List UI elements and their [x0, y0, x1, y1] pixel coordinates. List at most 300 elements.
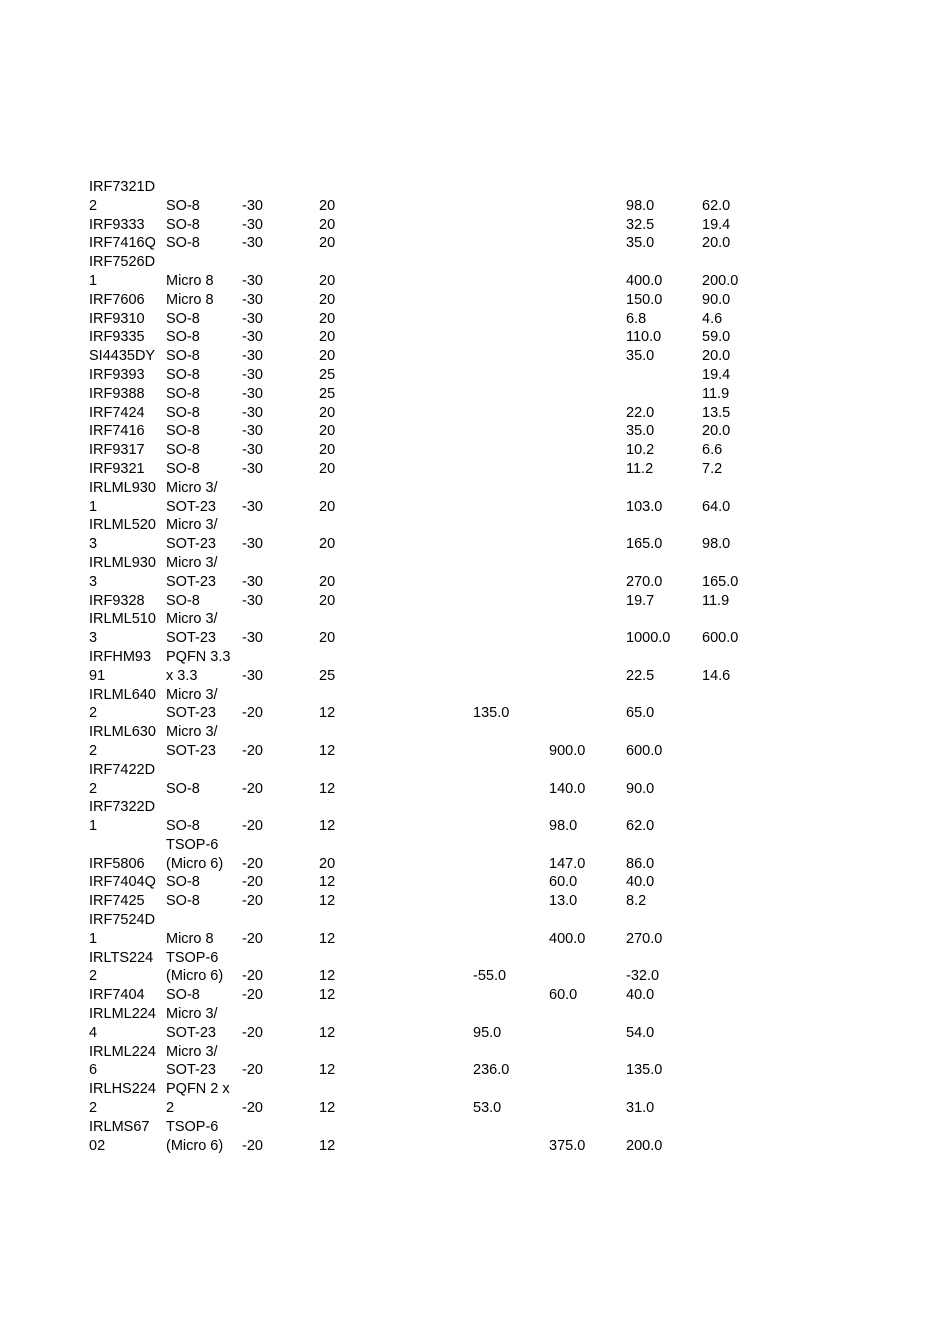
vgs-cell: 20 [319, 536, 336, 553]
table-row [89, 892, 849, 911]
table-row-line [89, 1118, 849, 1137]
table-row [89, 911, 849, 949]
package-cell: SO-8 [166, 874, 200, 891]
value-cell-5: 135.0 [473, 705, 510, 722]
package-cell: TSOP-6 [166, 836, 219, 853]
part-number-cell: IRF7404Q [89, 874, 156, 891]
value-cell-7: 31.0 [626, 1100, 655, 1117]
table-row [89, 592, 849, 611]
part-number-cell: 1 [89, 930, 98, 947]
table-row-line [89, 1061, 849, 1080]
value-cell-7: 40.0 [626, 874, 655, 891]
table-row-line [89, 780, 849, 799]
vgs-cell: 20 [319, 348, 336, 365]
vds-cell: -30 [242, 630, 263, 647]
value-cell-6: 147.0 [549, 855, 586, 872]
vgs-cell: 20 [319, 630, 336, 647]
value-cell-7: 19.7 [626, 592, 655, 609]
table-row [89, 253, 849, 291]
part-number-cell: 2 [89, 780, 98, 797]
part-number-cell: IRF7416Q [89, 235, 156, 252]
package-cell: SO-8 [166, 329, 200, 346]
part-number-cell: IRLML224 [89, 1006, 156, 1023]
package-cell: SO-8 [166, 235, 200, 252]
part-number-cell: 1 [89, 818, 98, 835]
vgs-cell: 20 [319, 498, 336, 515]
table-row [89, 216, 849, 235]
value-cell-5: 95.0 [473, 1024, 502, 1041]
package-cell: Micro 3/ [166, 1006, 218, 1023]
table-row-line [89, 949, 849, 968]
vgs-cell: 12 [319, 1024, 336, 1041]
vds-cell: -20 [242, 930, 263, 947]
value-cell-7: 22.0 [626, 404, 655, 421]
vgs-cell: 12 [319, 1137, 336, 1154]
package-cell: (Micro 6) [166, 1137, 224, 1154]
value-cell-6: 60.0 [549, 987, 578, 1004]
part-number-cell: 2 [89, 705, 98, 722]
package-cell: SO-8 [166, 460, 200, 477]
vds-cell: -20 [242, 987, 263, 1004]
vgs-cell: 12 [319, 1100, 336, 1117]
table-row-line [89, 1080, 849, 1099]
value-cell-7: 11.2 [626, 460, 654, 477]
value-cell-7: 32.5 [626, 216, 655, 233]
table-row [89, 648, 849, 686]
vds-cell: -20 [242, 818, 263, 835]
value-cell-7: 86.0 [626, 855, 655, 872]
package-cell: SO-8 [166, 780, 200, 797]
value-cell-8: 20.0 [702, 348, 731, 365]
table-row-line [89, 930, 849, 949]
vds-cell: -30 [242, 216, 263, 233]
value-cell-6: 400.0 [549, 930, 586, 947]
table-row-line [89, 498, 849, 517]
table-row-line [89, 892, 849, 911]
vgs-cell: 20 [319, 423, 336, 440]
table-row [89, 1005, 849, 1043]
value-cell-8: 200.0 [702, 272, 739, 289]
value-cell-8: 6.6 [702, 442, 723, 459]
part-number-cell: 4 [89, 1024, 98, 1041]
part-number-cell: 2 [89, 742, 98, 759]
table-row-line [89, 516, 849, 535]
value-cell-6: 140.0 [549, 780, 586, 797]
vds-cell: -20 [242, 705, 263, 722]
table-row [89, 422, 849, 441]
table-row [89, 949, 849, 987]
vds-cell: -30 [242, 291, 263, 308]
vgs-cell: 20 [319, 197, 336, 214]
vgs-cell: 20 [319, 442, 336, 459]
package-cell: TSOP-6 [166, 1118, 219, 1135]
vds-cell: -20 [242, 893, 263, 910]
part-number-cell: SI4435DY [89, 348, 156, 365]
value-cell-7: 110.0 [626, 329, 662, 346]
part-number-cell: IRF9333 [89, 216, 145, 233]
value-cell-7: 165.0 [626, 536, 663, 553]
package-cell: Micro 3/ [166, 554, 218, 571]
value-cell-7: 200.0 [626, 1137, 663, 1154]
value-cell-6: 900.0 [549, 742, 586, 759]
table-row [89, 1043, 849, 1081]
package-cell: PQFN 3.3 [166, 648, 231, 665]
package-cell: SO-8 [166, 442, 200, 459]
table-row [89, 178, 849, 216]
table-row-line [89, 178, 849, 197]
value-cell-6: 60.0 [549, 874, 578, 891]
part-number-cell: IRF9317 [89, 442, 145, 459]
part-number-cell: 2 [89, 197, 98, 214]
table-row-line [89, 216, 849, 235]
value-cell-6: 13.0 [549, 893, 578, 910]
table-row-line [89, 1024, 849, 1043]
vds-cell: -20 [242, 874, 263, 891]
vgs-cell: 20 [319, 272, 336, 289]
vgs-cell: 12 [319, 874, 336, 891]
vds-cell: -20 [242, 855, 263, 872]
part-number-cell: IRF7526D [89, 254, 156, 271]
table-row-line [89, 441, 849, 460]
table-row [89, 1080, 849, 1118]
package-cell: SO-8 [166, 987, 200, 1004]
package-cell: Micro 3/ [166, 1043, 218, 1060]
package-cell: SO-8 [166, 385, 200, 402]
part-number-cell: IRLML930 [89, 479, 156, 496]
part-number-cell: 2 [89, 968, 98, 985]
table-row [89, 798, 849, 836]
value-cell-8: 19.4 [702, 366, 731, 383]
package-cell: 2 [166, 1100, 175, 1117]
value-cell-7: 8.2 [626, 893, 647, 910]
vgs-cell: 12 [319, 968, 336, 985]
package-cell: PQFN 2 x [166, 1081, 230, 1098]
value-cell-7: 600.0 [626, 742, 663, 759]
value-cell-8: 59.0 [702, 329, 731, 346]
vds-cell: -30 [242, 667, 263, 684]
vds-cell: -30 [242, 348, 263, 365]
package-cell: SOT-23 [166, 1024, 216, 1041]
vds-cell: -20 [242, 742, 263, 759]
vds-cell: -30 [242, 329, 263, 346]
part-number-cell: 02 [89, 1137, 106, 1154]
table-row [89, 873, 849, 892]
table-row [89, 310, 849, 329]
table-row-line [89, 704, 849, 723]
vds-cell: -30 [242, 235, 263, 252]
table-row-line [89, 1137, 849, 1156]
part-number-cell: 1 [89, 272, 98, 289]
part-number-cell: 91 [89, 667, 106, 684]
table-row [89, 686, 849, 724]
table-row-line [89, 761, 849, 780]
part-number-cell: IRF7321D [89, 179, 156, 195]
vgs-cell: 20 [319, 404, 336, 421]
part-number-cell: IRF7424 [89, 404, 145, 421]
vgs-cell: 20 [319, 235, 336, 252]
table-row-line [89, 986, 849, 1005]
vds-cell: -30 [242, 536, 263, 553]
vgs-cell: 12 [319, 987, 336, 1004]
value-cell-8: 4.6 [702, 310, 723, 327]
vgs-cell: 25 [319, 667, 336, 684]
vds-cell: -20 [242, 780, 263, 797]
table-row-line [89, 234, 849, 253]
package-cell: Micro 8 [166, 930, 214, 947]
value-cell-6: 98.0 [549, 818, 578, 835]
table-row [89, 1118, 849, 1156]
value-cell-8: 98.0 [702, 536, 731, 553]
vgs-cell: 25 [319, 385, 336, 402]
vgs-cell: 12 [319, 930, 336, 947]
value-cell-7: 400.0 [626, 272, 663, 289]
value-cell-7: 22.5 [626, 667, 655, 684]
vds-cell: -20 [242, 968, 263, 985]
value-cell-7: 135.0 [626, 1062, 663, 1079]
table-row-line [89, 253, 849, 272]
table-row-line [89, 873, 849, 892]
vgs-cell: 20 [319, 216, 336, 233]
vgs-cell: 20 [319, 291, 336, 308]
vgs-cell: 12 [319, 1062, 336, 1079]
package-cell: TSOP-6 [166, 949, 219, 966]
table-row [89, 347, 849, 366]
vds-cell: -30 [242, 442, 263, 459]
value-cell-8: 600.0 [702, 630, 739, 647]
part-number-cell: IRF7404 [89, 987, 145, 1004]
table-row-line [89, 629, 849, 648]
part-number-cell: IRF7606 [89, 291, 145, 308]
value-cell-7: 90.0 [626, 780, 655, 797]
part-number-cell: IRLML520 [89, 517, 156, 534]
package-cell: SOT-23 [166, 498, 216, 515]
table-row [89, 761, 849, 799]
part-number-cell: IRLMS67 [89, 1118, 150, 1135]
table-row-line [89, 197, 849, 216]
table-row-line [89, 836, 849, 855]
table-row-line [89, 817, 849, 836]
vgs-cell: 12 [319, 705, 336, 722]
value-cell-7: 103.0 [626, 498, 663, 515]
vds-cell: -30 [242, 592, 263, 609]
value-cell-8: 62.0 [702, 197, 731, 214]
vgs-cell: 20 [319, 592, 336, 609]
value-cell-7: 270.0 [626, 930, 663, 947]
table-row [89, 234, 849, 253]
table-row [89, 479, 849, 517]
vgs-cell: 20 [319, 855, 336, 872]
value-cell-8: 19.4 [702, 216, 731, 233]
table-row-line [89, 310, 849, 329]
table-row-line [89, 855, 849, 874]
value-cell-8: 7.2 [702, 460, 723, 477]
value-cell-7: 35.0 [626, 235, 655, 252]
table-row-line [89, 385, 849, 404]
package-cell: SOT-23 [166, 742, 216, 759]
value-cell-8: 11.9 [702, 592, 730, 609]
table-row [89, 441, 849, 460]
value-cell-8: 20.0 [702, 423, 731, 440]
vds-cell: -30 [242, 272, 263, 289]
vgs-cell: 20 [319, 329, 336, 346]
vds-cell: -30 [242, 460, 263, 477]
vds-cell: -20 [242, 1062, 263, 1079]
table-row [89, 460, 849, 479]
value-cell-7: 35.0 [626, 423, 655, 440]
table-row-line [89, 686, 849, 705]
vgs-cell: 12 [319, 742, 336, 759]
part-number-cell: 3 [89, 536, 98, 553]
table-row [89, 385, 849, 404]
value-cell-8: 13.5 [702, 404, 731, 421]
table-row-line [89, 347, 849, 366]
table-row-line [89, 911, 849, 930]
package-cell: Micro 3/ [166, 517, 218, 534]
part-number-cell: IRLTS224 [89, 949, 154, 966]
part-number-cell: 3 [89, 573, 98, 590]
package-cell: SO-8 [166, 310, 200, 327]
package-cell: SO-8 [166, 423, 200, 440]
table-row-line [89, 742, 849, 761]
value-cell-8: 165.0 [702, 573, 739, 590]
vds-cell: -20 [242, 1024, 263, 1041]
table-row [89, 723, 849, 761]
part-number-cell: IRF5806 [89, 855, 145, 872]
value-cell-7: 40.0 [626, 987, 655, 1004]
table-row [89, 554, 849, 592]
table-row [89, 986, 849, 1005]
part-number-cell: IRF9388 [89, 385, 145, 402]
package-cell: x 3.3 [166, 667, 198, 684]
package-cell: Micro 8 [166, 291, 214, 308]
package-cell: Micro 8 [166, 272, 214, 289]
vds-cell: -30 [242, 404, 263, 421]
vds-cell: -20 [242, 1137, 263, 1154]
value-cell-7: 65.0 [626, 705, 655, 722]
vds-cell: -30 [242, 385, 263, 402]
value-cell-5: 53.0 [473, 1100, 502, 1117]
part-number-cell: IRLML510 [89, 611, 156, 628]
part-number-cell: IRF7422D [89, 761, 156, 778]
vgs-cell: 20 [319, 460, 336, 477]
package-cell: SO-8 [166, 216, 200, 233]
table-row-line [89, 967, 849, 986]
table-row [89, 404, 849, 423]
value-cell-7: 98.0 [626, 197, 655, 214]
part-number-cell: IRLHS224 [89, 1081, 156, 1098]
value-cell-8: 90.0 [702, 291, 731, 308]
package-cell: SOT-23 [166, 536, 216, 553]
table-row-line [89, 404, 849, 423]
vds-cell: -30 [242, 423, 263, 440]
part-number-cell: IRF7416 [89, 423, 145, 440]
package-cell: SOT-23 [166, 705, 216, 722]
value-cell-8: 14.6 [702, 667, 731, 684]
table-row-line [89, 291, 849, 310]
vgs-cell: 20 [319, 573, 336, 590]
value-cell-7: 35.0 [626, 348, 655, 365]
value-cell-7: 10.2 [626, 442, 655, 459]
value-cell-8: 20.0 [702, 235, 731, 252]
table-row-line [89, 422, 849, 441]
package-cell: (Micro 6) [166, 855, 224, 872]
vgs-cell: 12 [319, 780, 336, 797]
value-cell-7: 150.0 [626, 291, 663, 308]
package-cell: SO-8 [166, 818, 200, 835]
table-row [89, 291, 849, 310]
table-row-line [89, 573, 849, 592]
table-row [89, 516, 849, 554]
vds-cell: -30 [242, 197, 263, 214]
value-cell-7: 1000.0 [626, 630, 671, 647]
table-row [89, 366, 849, 385]
package-cell: SO-8 [166, 893, 200, 910]
part-number-cell: IRF9393 [89, 366, 145, 383]
value-cell-8: 64.0 [702, 498, 731, 515]
part-number-cell: IRF7322D [89, 799, 156, 816]
value-cell-7: 6.8 [626, 310, 647, 327]
part-number-cell: IRF7524D [89, 912, 156, 929]
package-cell: SOT-23 [166, 630, 216, 647]
part-number-cell: IRF7425 [89, 893, 145, 910]
table-row-line [89, 723, 849, 742]
package-cell: Micro 3/ [166, 479, 218, 496]
vgs-cell: 20 [319, 310, 336, 327]
table-row-line [89, 460, 849, 479]
table-row-line [89, 592, 849, 611]
vds-cell: -30 [242, 498, 263, 515]
package-cell: SO-8 [166, 348, 200, 365]
table-row-line [89, 610, 849, 629]
part-number-cell: IRFHM93 [89, 648, 152, 665]
table-row [89, 836, 849, 874]
vgs-cell: 12 [319, 893, 336, 910]
value-cell-7: -32.0 [626, 968, 660, 985]
value-cell-5: 236.0 [473, 1062, 510, 1079]
package-cell: Micro 3/ [166, 686, 218, 703]
table-row-line [89, 667, 849, 686]
part-number-cell: IRF9321 [89, 460, 145, 477]
table-row-line [89, 554, 849, 573]
part-number-cell: 2 [89, 1100, 98, 1117]
part-number-cell: IRF9310 [89, 310, 145, 327]
package-cell: SO-8 [166, 366, 200, 383]
value-cell-8: 11.9 [702, 385, 730, 402]
table-row [89, 328, 849, 347]
value-cell-5: -55.0 [473, 968, 507, 985]
value-cell-7: 62.0 [626, 818, 655, 835]
package-cell: Micro 3/ [166, 724, 218, 741]
value-cell-7: 54.0 [626, 1024, 655, 1041]
package-cell: SOT-23 [166, 1062, 216, 1079]
table-row-line [89, 366, 849, 385]
value-cell-6: 375.0 [549, 1137, 586, 1154]
table-row-line [89, 328, 849, 347]
table-row-line [89, 479, 849, 498]
package-cell: SOT-23 [166, 573, 216, 590]
part-number-cell: 1 [89, 498, 98, 515]
table-row-line [89, 648, 849, 667]
vgs-cell: 25 [319, 366, 336, 383]
vds-cell: -30 [242, 366, 263, 383]
part-number-cell: IRLML224 [89, 1043, 156, 1060]
part-number-cell: IRLML630 [89, 724, 156, 741]
vds-cell: -20 [242, 1100, 263, 1117]
table-row-line [89, 1005, 849, 1024]
table-row-line [89, 798, 849, 817]
vds-cell: -30 [242, 310, 263, 327]
table-row-line [89, 535, 849, 554]
